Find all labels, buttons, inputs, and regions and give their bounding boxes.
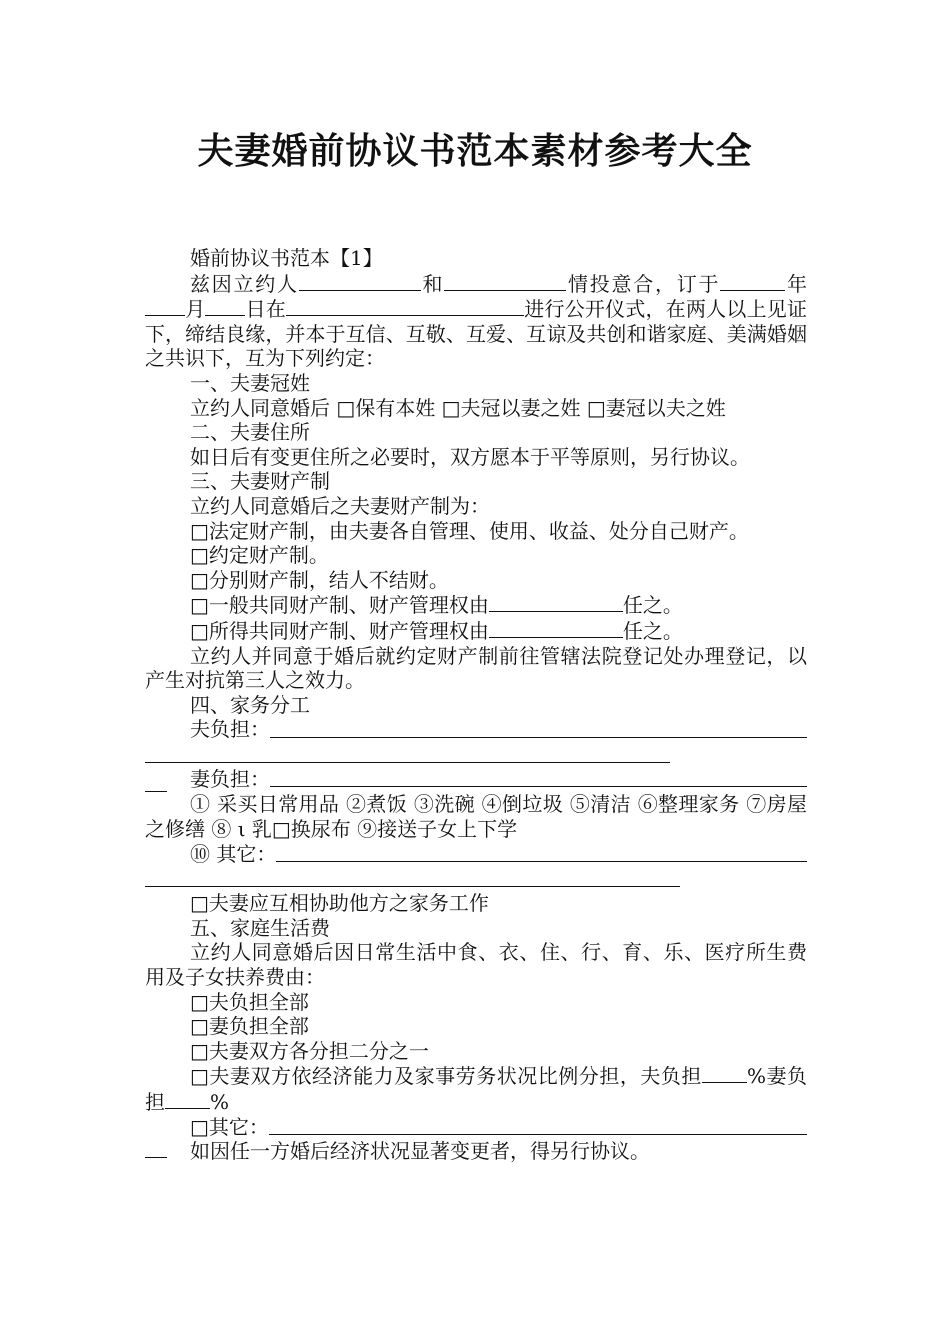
- s5-option-4-wife: 妻负担: [145, 1064, 807, 1114]
- s5-other-blank-cont: [145, 1157, 167, 1158]
- intro-text-a: 兹因立约人: [190, 271, 299, 296]
- intro-text-b: 和: [420, 271, 445, 296]
- s3-text: 立约人同意婚后之夫妻财产制为：: [190, 493, 490, 518]
- month-blank: [145, 296, 185, 316]
- s5-option-4-text: □夫妻双方依经济能力及家事劳务状况比例分担，夫负担: [190, 1064, 702, 1089]
- year-blank: [720, 271, 765, 291]
- s4-wife-blank: [270, 768, 807, 787]
- s4-other-row: [145, 842, 807, 867]
- s5-other-blank: [269, 1116, 807, 1135]
- s4-other-blank: [276, 843, 807, 862]
- party-one-blank: [299, 271, 421, 291]
- intro-text-c: 情投意合，订于: [566, 271, 721, 296]
- intro-text-d: 年: [785, 271, 807, 296]
- s5-other-label: □其它：: [190, 1114, 269, 1139]
- intro-text-g: 进行公开仪式，在两人以上见证下，缔结良缘，并本于互信、互敬、互爱、互谅及共创和谐家庭、美满婚姻之共识下，互为下列约定：: [145, 297, 808, 371]
- s4-husband-blank-cont: [145, 742, 670, 763]
- s3-option-5: [145, 618, 807, 644]
- intro-paragraph: [145, 271, 807, 371]
- s3-option-5-text: □所得共同财产制、财产管理权由: [190, 618, 489, 643]
- s3-option-1: □法定财产制，由夫妻各自管理、使用、收益、处分自己财产。: [190, 518, 749, 543]
- s5-option-1: □夫负担全部: [190, 989, 309, 1014]
- s4-husband-blank: [270, 719, 807, 738]
- document-body: [145, 246, 807, 1164]
- s5-other-row: [145, 1115, 807, 1140]
- s4-wife-row: [145, 767, 807, 792]
- s4-other-label: ⑩ 其它：: [190, 841, 277, 866]
- s3-option-3: □分别财产制，结人不结财。: [190, 567, 449, 592]
- s5-option-2: □妻负担全部: [190, 1014, 309, 1039]
- party-two-blank: [444, 271, 566, 291]
- s1-title: 一、夫妻冠姓: [190, 370, 310, 395]
- s5-note: [145, 1139, 807, 1164]
- s4-husband-label: 夫负担：: [190, 717, 270, 742]
- s3-option-4-tail: 任之。: [622, 593, 683, 618]
- s3-option-5-blank: [489, 618, 623, 638]
- s5-option-3: □夫妻双方各分担二分之一: [190, 1038, 429, 1063]
- s5-title: 五、家庭生活费: [190, 915, 330, 940]
- wife-percent-blank: [165, 1089, 210, 1109]
- venue-blank: [286, 296, 524, 316]
- wife-percent-sign: %: [210, 1090, 230, 1114]
- husband-percent-blank: [702, 1063, 747, 1083]
- s2-text: 如日后有变更住所之必要时，双方愿本于平等原则，另行协议。: [190, 444, 750, 469]
- husband-percent-sign: %: [746, 1064, 766, 1089]
- section-title: 婚前协议书范本【1】: [190, 246, 383, 270]
- s4-tasks: ① 采买日常用品 ②煮饭 ③洗碗 ④倒垃圾 ⑤清洁 ⑥整理家务 ⑦房屋之修缮 ⑧ ι 乳□换尿布 ⑨接送子女上下学: [145, 792, 807, 842]
- s4-husband-row: [145, 717, 807, 742]
- s4-title: 四、家务分工: [190, 692, 310, 717]
- s4-wife-label: 妻负担：: [190, 766, 270, 791]
- s3-option-4-blank: [489, 592, 623, 612]
- s3-option-5-tail: 任之。: [622, 618, 683, 643]
- s3-title: 三、夫妻财产制: [190, 469, 330, 494]
- intro-text-e: 月: [185, 297, 206, 322]
- s3-option-4-text: □一般共同财产制、财产管理权由: [190, 593, 489, 618]
- s5-option-4: [145, 1063, 807, 1114]
- s5-text: 立约人同意婚后因日常生活中食、衣、住、行、育、乐、医疗所生费用及子女扶养费由：: [145, 940, 807, 990]
- s3-note: 立约人并同意于婚后就约定财产制前往管辖法院登记处办理登记，以产生对抗第三人之效力。: [145, 643, 807, 693]
- intro-text-f: 日在: [245, 297, 287, 322]
- s1-text: 立约人同意婚后 □保有本姓 □夫冠以妻之姓 □妻冠以夫之姓: [190, 395, 726, 420]
- s2-title: 二、夫妻住所: [190, 420, 310, 445]
- s3-option-2: □约定财产制。: [190, 543, 329, 568]
- day-blank: [205, 296, 245, 316]
- s4-other-blank-cont: [145, 866, 680, 887]
- s4-help: □夫妻应互相协助他方之家务工作: [190, 891, 489, 916]
- s3-option-4: [145, 592, 807, 618]
- year-blank-cont: [765, 271, 785, 291]
- document-title: 夫妻婚前协议书范本素材参考大全: [197, 131, 753, 172]
- s5-note-text: 如因任一方婚后经济状况显著变更者，得另行协议。: [190, 1139, 650, 1164]
